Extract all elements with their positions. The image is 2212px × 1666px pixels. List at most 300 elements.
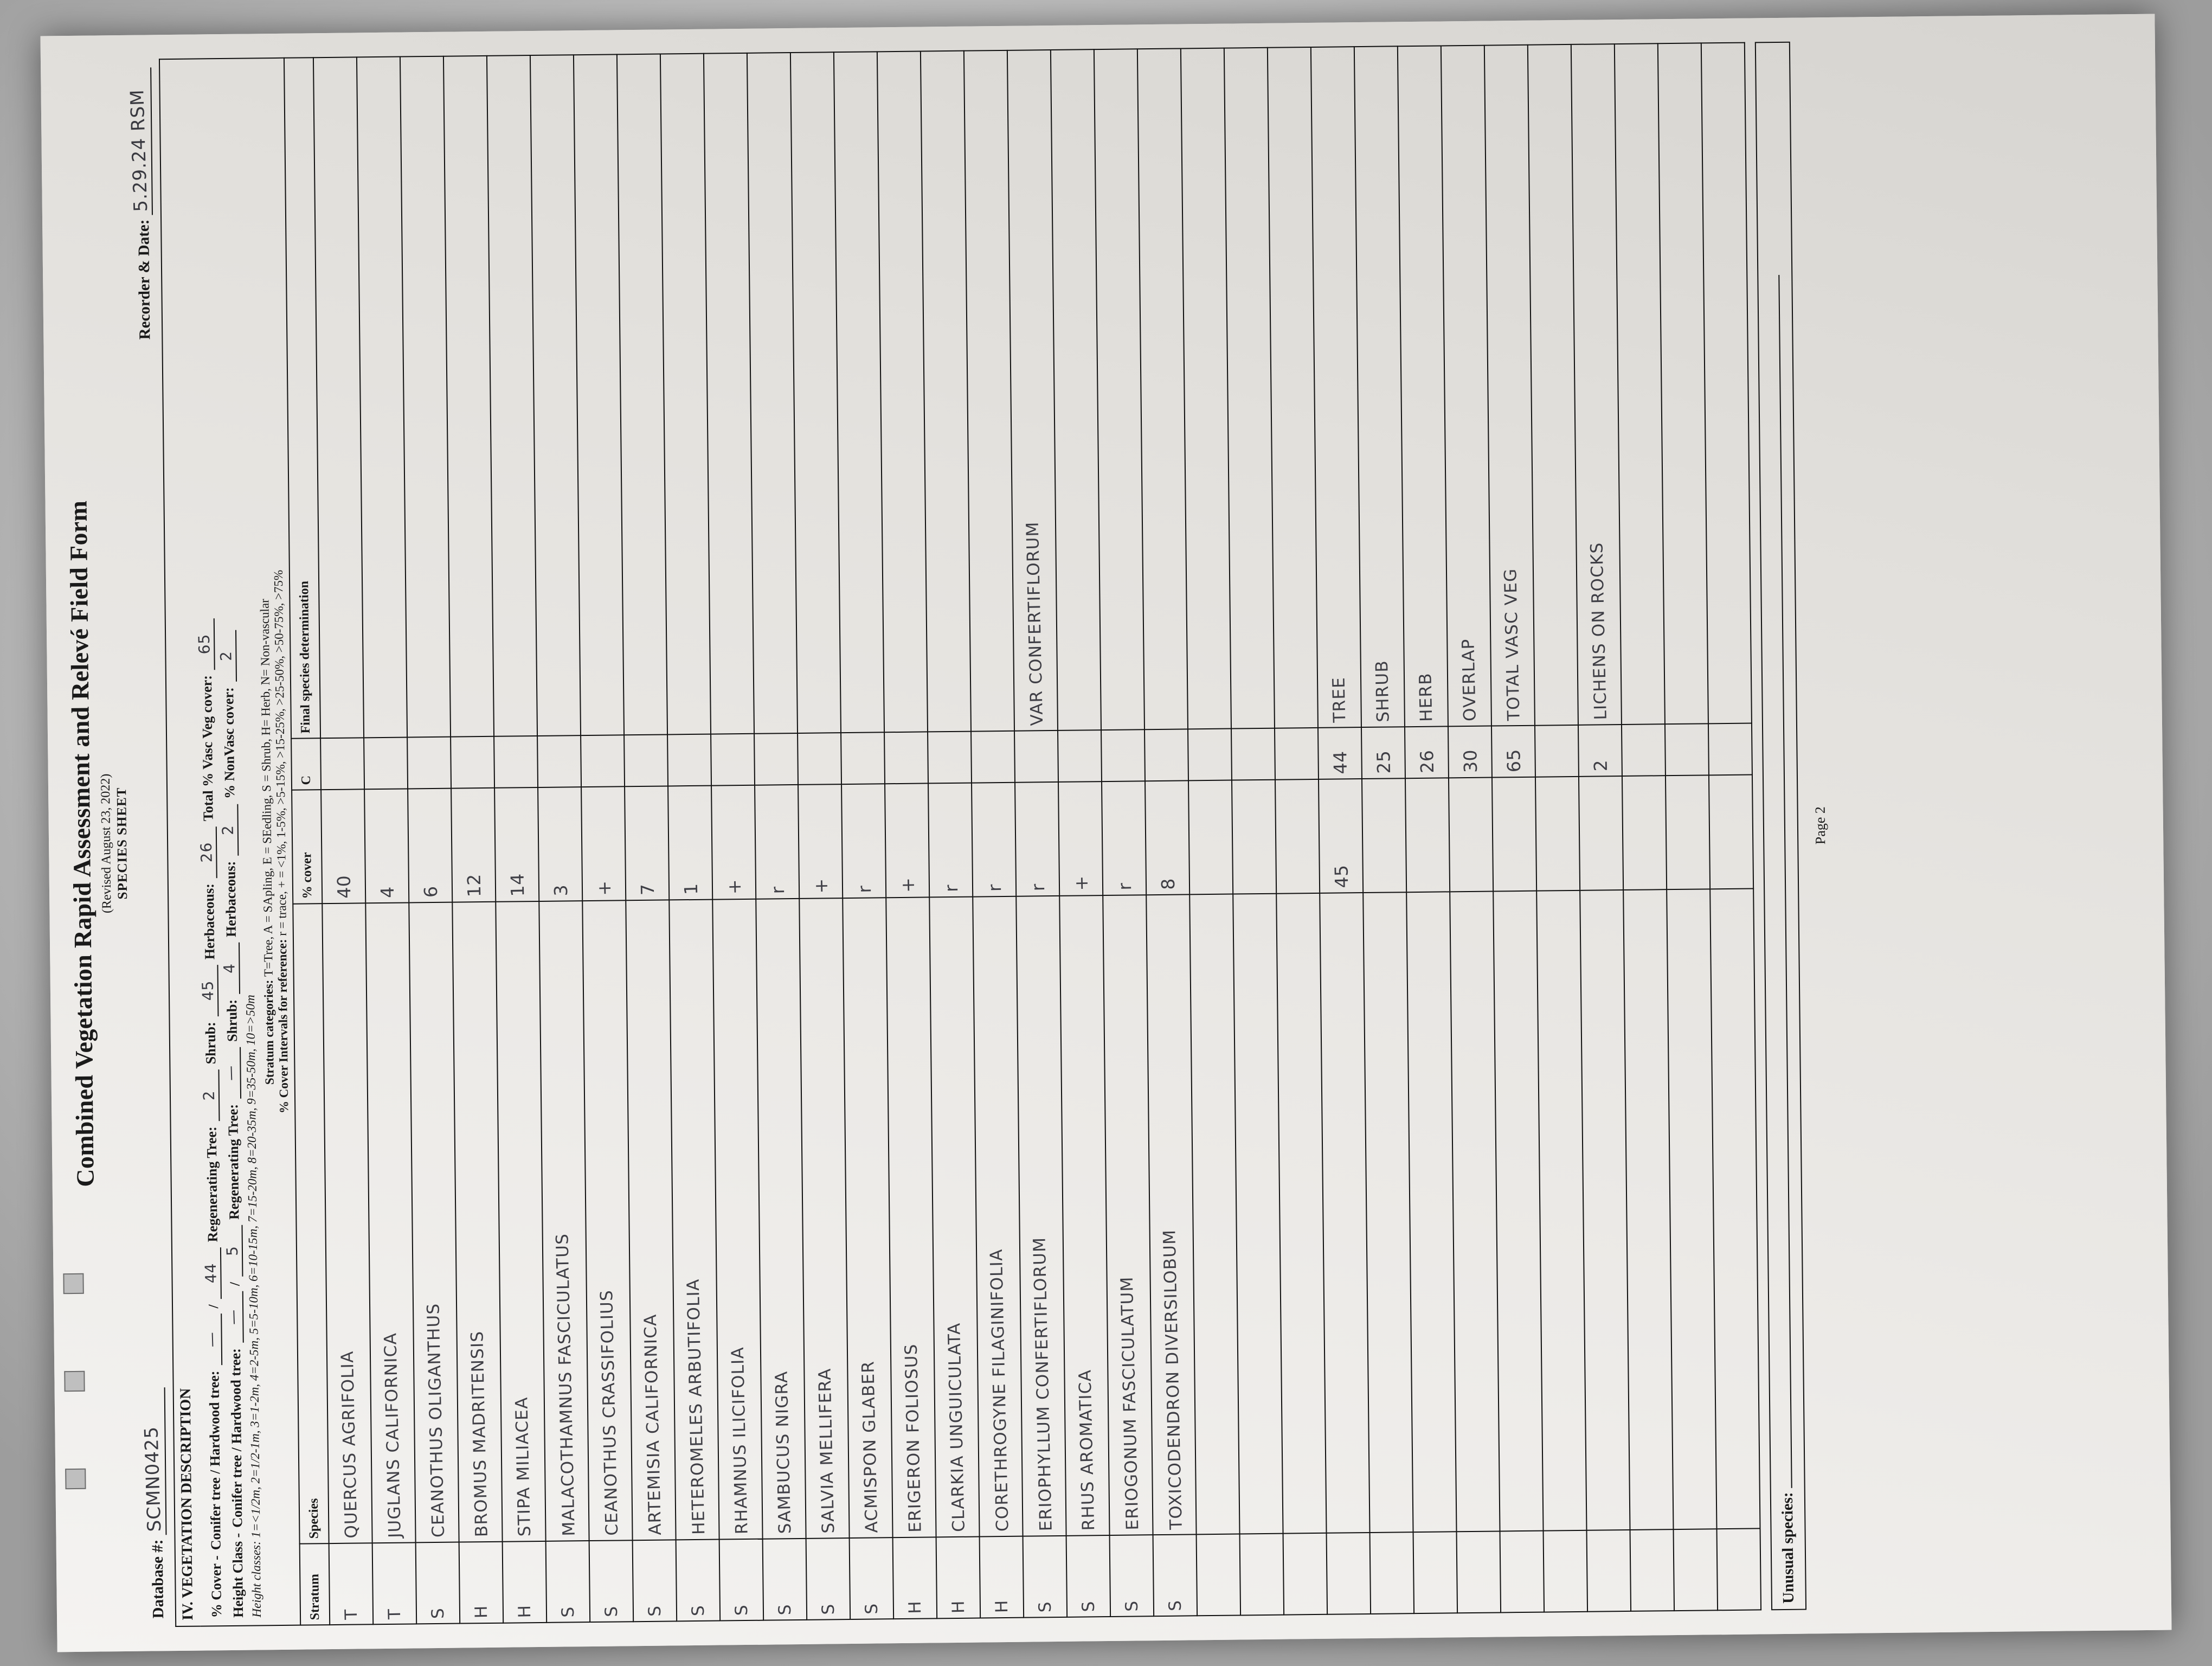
col-c: C: [291, 738, 321, 790]
cell-species[interactable]: [1623, 889, 1673, 1530]
cell-stratum[interactable]: [1717, 1528, 1761, 1610]
cell-stratum[interactable]: [676, 1540, 721, 1622]
cell-species-value: QUERCUS AGRIFOLIA: [337, 1350, 362, 1539]
cell-cover-value: +: [897, 877, 918, 893]
cover-regen-label: Regenerating Tree:: [203, 1126, 221, 1242]
cell-stratum[interactable]: [1110, 1535, 1154, 1617]
cell-stratum[interactable]: [893, 1537, 937, 1619]
cell-final-value: VAR CONFERTIFLORUM: [1023, 521, 1047, 726]
recorder-label: Recorder & Date:: [135, 219, 154, 340]
cell-cover[interactable]: [1622, 776, 1667, 890]
cell-cover[interactable]: [1058, 781, 1103, 896]
cell-species[interactable]: [799, 898, 849, 1539]
nonvasc-label: % NonVasc cover:: [221, 687, 238, 799]
cell-cover[interactable]: [1188, 780, 1233, 895]
cell-cover-value: 8: [1157, 877, 1179, 890]
cell-cover-value: r: [1114, 882, 1135, 891]
height-conifer-value: —: [223, 1309, 242, 1325]
cell-cover[interactable]: [581, 786, 626, 901]
height-shrub-input[interactable]: [220, 943, 240, 994]
cell-final[interactable]: [964, 50, 1014, 732]
cell-cover-value: +: [723, 879, 745, 895]
cover-intervals-label: % Cover Intervals for reference:: [275, 939, 291, 1114]
cell-c[interactable]: [1058, 730, 1102, 782]
cell-species[interactable]: [1276, 893, 1326, 1534]
cell-c-value: 26: [1416, 749, 1438, 774]
cover-herb-label: Herbaceous:: [201, 883, 218, 960]
cell-c[interactable]: [1275, 728, 1319, 780]
unusual-species-input[interactable]: [1778, 275, 1792, 1488]
cell-cover-value: 3: [550, 884, 571, 896]
cover-conifer-input[interactable]: [202, 1313, 222, 1365]
height-herb-input[interactable]: [218, 804, 239, 856]
cell-c[interactable]: [971, 731, 1015, 783]
total-vasc-value: 65: [195, 633, 214, 655]
cell-species-value: CEANOTHUS OLIGANTHUS: [423, 1303, 449, 1538]
cell-species[interactable]: [1450, 892, 1500, 1532]
cell-c-value: 65: [1502, 748, 1525, 773]
cell-stratum[interactable]: [1674, 1529, 1718, 1611]
cell-cover[interactable]: [1492, 777, 1536, 892]
cell-cover[interactable]: [408, 789, 452, 903]
cell-species[interactable]: [365, 902, 415, 1543]
col-stratum: Stratum: [300, 1543, 330, 1625]
cell-cover-value: +: [593, 880, 615, 896]
cell-c[interactable]: [1014, 731, 1058, 783]
cell-species[interactable]: [973, 896, 1023, 1537]
cell-final[interactable]: [1007, 50, 1058, 731]
col-species: Species: [293, 904, 329, 1544]
cell-cover-value: 40: [332, 875, 355, 899]
database-label: Database #:: [149, 1539, 168, 1619]
cell-cover[interactable]: [1275, 779, 1320, 894]
cell-cover-value: 12: [462, 873, 485, 898]
cell-c[interactable]: [1144, 729, 1188, 781]
slash-2: /: [227, 1281, 243, 1286]
cell-final-value: TREE: [1329, 676, 1350, 723]
punch-hole-2: [64, 1371, 85, 1392]
cell-final[interactable]: [1224, 48, 1275, 729]
cell-final[interactable]: [1658, 43, 1708, 724]
cell-c[interactable]: [1405, 726, 1449, 778]
cell-stratum[interactable]: [1197, 1534, 1241, 1616]
cell-c[interactable]: [451, 736, 494, 789]
cell-stratum-value: S: [688, 1604, 709, 1617]
cell-stratum[interactable]: [1457, 1531, 1501, 1613]
cell-stratum[interactable]: [589, 1540, 634, 1622]
cell-cover[interactable]: [1145, 780, 1189, 895]
total-vasc-input[interactable]: [195, 618, 215, 670]
cell-stratum[interactable]: [503, 1541, 547, 1623]
cell-c[interactable]: [928, 732, 972, 784]
cell-species[interactable]: [626, 900, 676, 1540]
cell-cover[interactable]: [364, 789, 409, 903]
punch-hole-1: [65, 1469, 86, 1489]
punch-hole-3: [63, 1273, 83, 1294]
cell-c[interactable]: [884, 732, 928, 784]
cell-cover-value: r: [940, 884, 962, 893]
database-value: SCMN0425: [140, 1426, 166, 1533]
cell-stratum[interactable]: [1023, 1536, 1068, 1618]
cell-c[interactable]: [1318, 727, 1362, 779]
cell-final[interactable]: [443, 56, 494, 737]
cell-cover[interactable]: [1666, 775, 1710, 889]
cover-hardwood-input[interactable]: [202, 1247, 222, 1299]
cell-species[interactable]: [1103, 895, 1153, 1535]
cell-stratum[interactable]: [633, 1540, 677, 1622]
cell-cover[interactable]: [1579, 776, 1623, 890]
cell-stratum[interactable]: [1066, 1535, 1111, 1617]
cell-cover[interactable]: [321, 789, 365, 904]
cell-species-value: CORETHROGYNE FILAGINIFOLIA: [986, 1248, 1013, 1532]
cell-final[interactable]: [834, 52, 884, 733]
height-shrub-label: Shrub:: [224, 999, 240, 1042]
cell-final[interactable]: [617, 54, 667, 735]
stratum-categories-label: Stratum categories:: [261, 979, 276, 1085]
cell-c[interactable]: [364, 737, 408, 789]
cell-species[interactable]: [1580, 890, 1630, 1530]
cover-intervals-value: r = trace, + = <1%, 1-5%, >5-15%, >15-25%, >25-50%, >50-75%, >75%: [271, 569, 289, 936]
cover-row-1-field-label: Conifer tree / Hardwood tree:: [206, 1370, 224, 1550]
cell-cover-value: 6: [420, 886, 441, 898]
cell-c[interactable]: [667, 734, 711, 786]
cell-species[interactable]: [452, 902, 502, 1542]
cell-final[interactable]: [921, 51, 971, 732]
nonvasc-input[interactable]: [217, 630, 237, 682]
cell-stratum-value: H: [515, 1604, 535, 1618]
cell-species[interactable]: [1710, 889, 1760, 1529]
cell-cover[interactable]: [451, 788, 496, 902]
cell-species[interactable]: [886, 897, 936, 1537]
cell-stratum-value: S: [645, 1605, 665, 1617]
col-cover: % cover: [292, 790, 322, 904]
cell-cover-value: 14: [506, 873, 528, 897]
cell-species-value: CEANOTHUS CRASSIFOLIUS: [597, 1289, 622, 1536]
cell-species[interactable]: [1493, 891, 1543, 1532]
height-conifer-input[interactable]: [224, 1291, 244, 1343]
cell-stratum-value: S: [1035, 1600, 1056, 1613]
cell-final[interactable]: [530, 55, 581, 736]
cell-final[interactable]: [704, 53, 754, 734]
cell-final[interactable]: [1137, 48, 1188, 729]
cell-stratum[interactable]: [1413, 1532, 1458, 1613]
cover-shrub-label: Shrub:: [202, 1022, 219, 1065]
cell-stratum-value: H: [471, 1605, 492, 1619]
cell-stratum-value: H: [905, 1600, 925, 1614]
cell-final[interactable]: [1615, 43, 1665, 725]
height-regen-label: Regenerating Tree:: [225, 1104, 242, 1220]
cell-c[interactable]: [1448, 726, 1492, 778]
cell-stratum[interactable]: [1240, 1534, 1284, 1616]
cell-c[interactable]: [407, 737, 451, 789]
cell-species[interactable]: [1363, 892, 1413, 1533]
cell-stratum[interactable]: [546, 1541, 590, 1623]
cell-species[interactable]: [1059, 895, 1109, 1536]
section-heading: IV. VEGETATION DESCRIPTION: [159, 59, 200, 1627]
height-hardwood-value: 5: [223, 1245, 242, 1257]
cell-final[interactable]: [877, 52, 928, 733]
cell-species[interactable]: [1320, 893, 1369, 1533]
cover-herb-value: 26: [197, 842, 216, 863]
cell-cover[interactable]: [972, 783, 1016, 897]
cell-cover-value: 1: [680, 883, 702, 895]
cover-shrub-value: 45: [198, 980, 217, 1002]
cover-regen-input[interactable]: [200, 1069, 220, 1121]
cell-c[interactable]: [1361, 727, 1405, 779]
cell-cover[interactable]: [1102, 781, 1146, 895]
height-class-label: Height Class -: [229, 1533, 247, 1618]
cell-c[interactable]: [537, 735, 581, 787]
cell-species-value: RHUS AROMATICA: [1075, 1369, 1099, 1531]
cell-species[interactable]: [1189, 894, 1239, 1535]
species-table-body: [313, 43, 1761, 1625]
height-hardwood-input[interactable]: [223, 1225, 243, 1277]
cell-species-value: BROMUS MADRITENSIS: [467, 1330, 492, 1537]
height-regen-value: —: [221, 1065, 240, 1081]
cell-final-value: LICHENS ON ROCKS: [1587, 542, 1611, 720]
cell-c[interactable]: [1578, 725, 1622, 777]
cell-stratum-value: S: [818, 1603, 839, 1615]
cell-final[interactable]: [1311, 47, 1361, 728]
cell-final[interactable]: [1051, 49, 1101, 731]
cell-species[interactable]: [669, 900, 719, 1540]
cell-cover[interactable]: [1362, 778, 1406, 893]
cell-species[interactable]: [322, 903, 372, 1543]
cell-final[interactable]: [1398, 46, 1448, 727]
cell-stratum[interactable]: [1370, 1532, 1414, 1614]
recorder-field[interactable]: [127, 67, 154, 339]
cell-stratum-value: S: [1078, 1600, 1099, 1612]
cell-stratum-value: H: [948, 1600, 969, 1614]
cell-species[interactable]: [409, 902, 459, 1543]
cell-species[interactable]: [843, 898, 892, 1538]
height-herb-value: 2: [218, 824, 237, 836]
cell-species[interactable]: [539, 901, 589, 1541]
cell-final[interactable]: [747, 53, 798, 734]
cell-c-value: 44: [1329, 751, 1351, 774]
cell-stratum-value: S: [861, 1603, 882, 1615]
cell-final[interactable]: [1701, 43, 1752, 724]
cell-stratum[interactable]: [763, 1539, 807, 1620]
cell-stratum-value: T: [341, 1609, 362, 1620]
cell-species[interactable]: [1536, 890, 1586, 1531]
cell-final[interactable]: [1354, 46, 1405, 727]
cell-c[interactable]: [320, 738, 364, 790]
cell-species[interactable]: [496, 901, 545, 1542]
cell-final[interactable]: [487, 55, 537, 736]
recorder-value: 5.29.24 RSM: [126, 88, 152, 213]
cell-cover-value: 4: [376, 886, 398, 899]
cell-cover-value: 45: [1330, 864, 1352, 888]
cell-c[interactable]: [1101, 729, 1145, 781]
cell-final[interactable]: [660, 54, 711, 735]
cell-cover[interactable]: [798, 784, 843, 899]
recorder-value-line[interactable]: [127, 67, 153, 215]
cell-final[interactable]: [1528, 44, 1578, 726]
cell-stratum[interactable]: [806, 1538, 851, 1620]
database-value-line[interactable]: [142, 1387, 167, 1535]
total-vasc-label: Total % Vasc Veg cover:: [198, 675, 216, 822]
cell-species-value: RHAMNUS ILICIFOLIA: [728, 1346, 752, 1535]
cell-stratum-value: S: [731, 1604, 752, 1616]
cell-final[interactable]: [400, 56, 451, 738]
cell-final-value: OVERLAP: [1458, 638, 1480, 722]
cell-final-value: SHRUB: [1372, 659, 1393, 723]
cell-cover-value: r: [1027, 883, 1049, 892]
cell-species[interactable]: [712, 899, 762, 1540]
cell-c[interactable]: [798, 733, 841, 785]
cell-final[interactable]: [1441, 46, 1491, 727]
cell-final[interactable]: [1181, 48, 1231, 729]
cell-c[interactable]: [1708, 723, 1752, 776]
cell-stratum-value: S: [601, 1605, 622, 1618]
cell-c[interactable]: [1491, 726, 1535, 778]
cell-stratum-value: S: [1122, 1600, 1142, 1612]
cell-c[interactable]: [841, 732, 885, 784]
cell-cover[interactable]: [1535, 777, 1580, 891]
height-shrub-value: 4: [220, 963, 239, 974]
cover-regen-value: 2: [200, 1090, 218, 1101]
cover-conifer-value: —: [202, 1331, 221, 1348]
cell-species[interactable]: [1406, 892, 1456, 1532]
cell-stratum[interactable]: [1327, 1533, 1371, 1614]
cell-stratum[interactable]: [1153, 1534, 1198, 1616]
cell-stratum[interactable]: [329, 1543, 374, 1625]
cell-cover[interactable]: [668, 786, 712, 900]
cell-c[interactable]: [1665, 723, 1709, 776]
cell-final[interactable]: [790, 52, 841, 733]
cell-stratum[interactable]: [372, 1542, 417, 1624]
cell-cover[interactable]: [494, 787, 539, 902]
cell-cover-value: r: [767, 886, 788, 894]
cell-cover[interactable]: [1449, 778, 1493, 892]
cell-species-value: ARTEMISIA CALIFORNICA: [640, 1313, 666, 1536]
nonvasc-value: 2: [217, 650, 235, 662]
cell-c[interactable]: [1535, 725, 1579, 777]
cover-row-1-label: % Cover -: [208, 1555, 225, 1618]
slash-1: /: [205, 1304, 222, 1309]
cell-cover-value: +: [810, 877, 832, 894]
cell-cover[interactable]: [1232, 780, 1276, 894]
cell-stratum[interactable]: [850, 1537, 894, 1619]
cover-shrub-input[interactable]: [198, 965, 218, 1016]
unusual-species-field[interactable]: [1755, 42, 1806, 1611]
cell-species-value: JUGLANS CALIFORNICA: [381, 1332, 405, 1539]
cell-cover[interactable]: [841, 784, 886, 898]
cell-cover[interactable]: [538, 787, 582, 901]
cell-species[interactable]: [756, 899, 806, 1539]
cell-stratum-value: H: [992, 1599, 1012, 1613]
cell-cover[interactable]: [885, 783, 929, 898]
form-sheet-label: SPECIES SHEET: [114, 787, 131, 900]
cell-c[interactable]: [1231, 728, 1275, 780]
cell-species-value: SAMBUCUS NIGRA: [771, 1370, 795, 1534]
database-field[interactable]: [142, 1387, 168, 1618]
cell-c[interactable]: [624, 734, 668, 786]
cell-final[interactable]: [574, 54, 624, 735]
form-title: Combined Vegetation Rapid Assessment and Relevé Field Form: [64, 500, 99, 1187]
cell-cover-value: r: [853, 885, 875, 894]
cell-species[interactable]: [1016, 896, 1066, 1536]
cover-description-box: [184, 57, 300, 1627]
cell-species[interactable]: [582, 900, 632, 1541]
cell-species[interactable]: [1667, 889, 1716, 1529]
cell-species-value: ERIOPHYLLUM CONFERTIFLORUM: [1030, 1236, 1056, 1532]
cover-herb-input[interactable]: [197, 826, 217, 878]
cell-cover[interactable]: [1405, 778, 1450, 892]
cell-final[interactable]: [1268, 47, 1318, 728]
cell-stratum-value: S: [428, 1607, 448, 1619]
cell-c[interactable]: [581, 735, 625, 787]
cell-stratum[interactable]: [719, 1539, 764, 1621]
cell-species[interactable]: [1146, 894, 1196, 1535]
field-form-sheet-wrapper: [41, 14, 2172, 1652]
cell-final[interactable]: [1484, 45, 1535, 726]
cell-stratum-value: T: [384, 1608, 405, 1620]
cell-cover-value: r: [983, 883, 1005, 892]
cell-species-value: TOXICODENDRON DIVERSILOBUM: [1160, 1229, 1186, 1530]
cell-stratum-value: S: [1165, 1599, 1186, 1612]
cell-stratum[interactable]: [936, 1537, 981, 1619]
cell-c[interactable]: [754, 733, 798, 785]
cell-cover[interactable]: [928, 783, 973, 898]
cell-c[interactable]: [1622, 724, 1666, 776]
cell-cover[interactable]: [711, 785, 756, 900]
cell-c[interactable]: [711, 734, 755, 786]
cell-stratum[interactable]: [1587, 1530, 1631, 1612]
cell-stratum-value: S: [775, 1603, 795, 1616]
cell-species-value: CLARKIA UNGUICULATA: [944, 1322, 969, 1533]
cover-hardwood-value: 44: [201, 1263, 220, 1284]
page-number: Page 2: [1812, 806, 1829, 845]
cell-final-value: HERB: [1416, 672, 1437, 722]
cell-stratum[interactable]: [1500, 1531, 1545, 1613]
form-revision: (Revised August 23, 2022): [98, 773, 114, 914]
cell-stratum[interactable]: [1544, 1530, 1588, 1612]
cell-final-value: TOTAL VASC VEG: [1501, 568, 1524, 721]
cell-cover[interactable]: [1319, 779, 1363, 893]
cell-cover[interactable]: [755, 785, 799, 899]
cell-final[interactable]: [313, 57, 364, 738]
cell-stratum[interactable]: [980, 1536, 1024, 1618]
cell-cover[interactable]: [625, 786, 669, 900]
height-regen-input[interactable]: [221, 1047, 241, 1099]
height-herb-label: Herbaceous:: [222, 861, 239, 938]
cell-species-value: MALACOTHAMNUS FASCICULATUS: [552, 1233, 579, 1536]
cell-c[interactable]: [494, 736, 538, 788]
cell-stratum[interactable]: [1630, 1529, 1675, 1611]
cell-final[interactable]: [357, 57, 407, 738]
cell-cover[interactable]: [1015, 782, 1059, 896]
field-form-sheet: [41, 14, 2172, 1652]
cell-species-value: ACMISPON GLABER: [858, 1360, 882, 1533]
unusual-species-label: Unusual species:: [1778, 1492, 1797, 1604]
cell-species[interactable]: [1233, 894, 1283, 1534]
cell-final[interactable]: [1571, 44, 1622, 725]
cell-cover[interactable]: [1709, 775, 1753, 889]
cell-stratum[interactable]: [416, 1542, 460, 1624]
cell-species[interactable]: [929, 897, 979, 1537]
cell-c[interactable]: [1188, 729, 1232, 781]
height-classes-note: Height classes: 1=<1/2m, 2=1/2-1m, 3=1-2m, 4=2-5m, 5=5-10m, 6=10-15m, 7=15-20m, 8=20-35m, 9=35-50m, 10=>50m: [243, 995, 264, 1618]
cell-stratum[interactable]: [1283, 1533, 1328, 1615]
cell-stratum[interactable]: [459, 1542, 504, 1624]
height-class-field-label: Conifer tree / Hardwood tree:: [227, 1348, 246, 1528]
cell-stratum-value: S: [558, 1606, 578, 1618]
cell-c-value: 30: [1459, 749, 1481, 773]
cell-species-value: HETEROMELES ARBUTIFOLIA: [683, 1278, 709, 1535]
cell-final[interactable]: [1094, 49, 1144, 730]
